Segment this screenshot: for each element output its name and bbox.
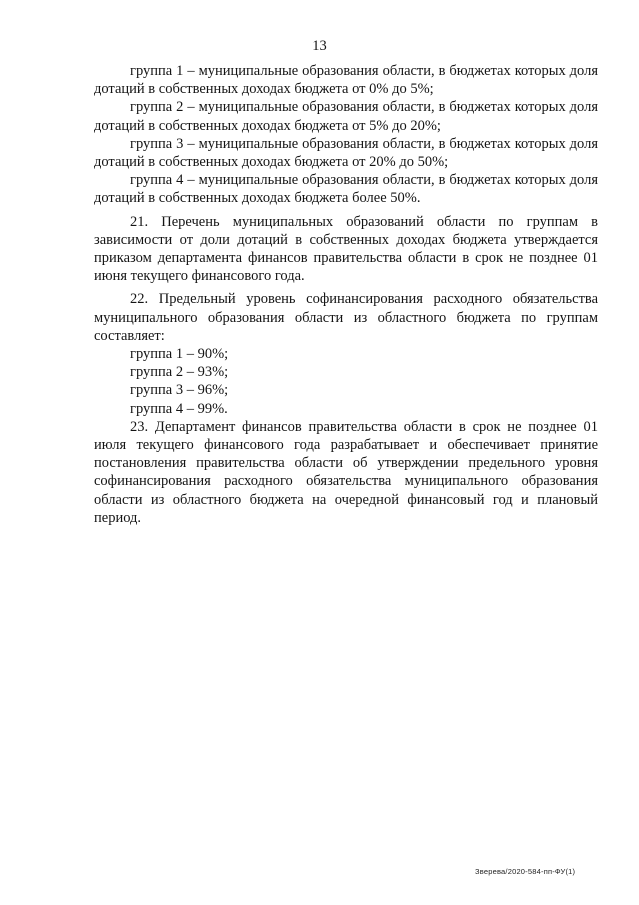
- cofinancing-level-group-1: группа 1 – 90%;: [130, 346, 229, 363]
- paragraph-group-2: группа 2 – муниципальные образования области, в бюджетах которых доля дотаций в собственных доходах бюджета от 5% до 20%;: [94, 99, 598, 134]
- paragraph-item-22: 22. Предельный уровень софинансирования расходного обязательства муниципального образования области из областного бюджета по группам составляет:: [94, 291, 598, 344]
- cofinancing-level-group-2: группа 2 – 93%;: [130, 364, 229, 381]
- cofinancing-level-group-4: группа 4 – 99%.: [130, 400, 228, 417]
- document-body: [94, 62, 598, 527]
- paragraph-group-4: группа 4 – муниципальные образования области, в бюджетах которых доля дотаций в собственных доходах бюджета более 50%.: [94, 172, 598, 207]
- paragraph-item-21: 21. Перечень муниципальных образований области по группам в зависимости от доли дотаций в собственных доходах бюджета утверждается приказом департамента финансов правительства области в срок не позднее 01 июня текущего финансового года.: [94, 213, 598, 285]
- document-footer-code: Зверева/2020-584-пп-ФУ(1): [475, 867, 576, 876]
- paragraph-group-1: группа 1 – муниципальные образования области, в бюджетах которых доля дотаций в собственных доходах бюджета от 0% до 5%;: [94, 63, 598, 98]
- page-number: 13: [312, 38, 327, 54]
- paragraph-item-23: 23. Департамент финансов правительства области в срок не позднее 01 июля текущего финансового года разрабатывает и обеспечивает принятие постановления правительства области об утверждении предельного уровня софинансирования расходного обязательства муниципального образования области из областного бюджета на очередной финансовый год и плановый период.: [94, 418, 598, 526]
- cofinancing-level-group-3: группа 3 – 96%;: [130, 382, 229, 399]
- paragraph-group-3: группа 3 – муниципальные образования области, в бюджетах которых доля дотаций в собственных доходах бюджета от 20% до 50%;: [94, 135, 598, 171]
